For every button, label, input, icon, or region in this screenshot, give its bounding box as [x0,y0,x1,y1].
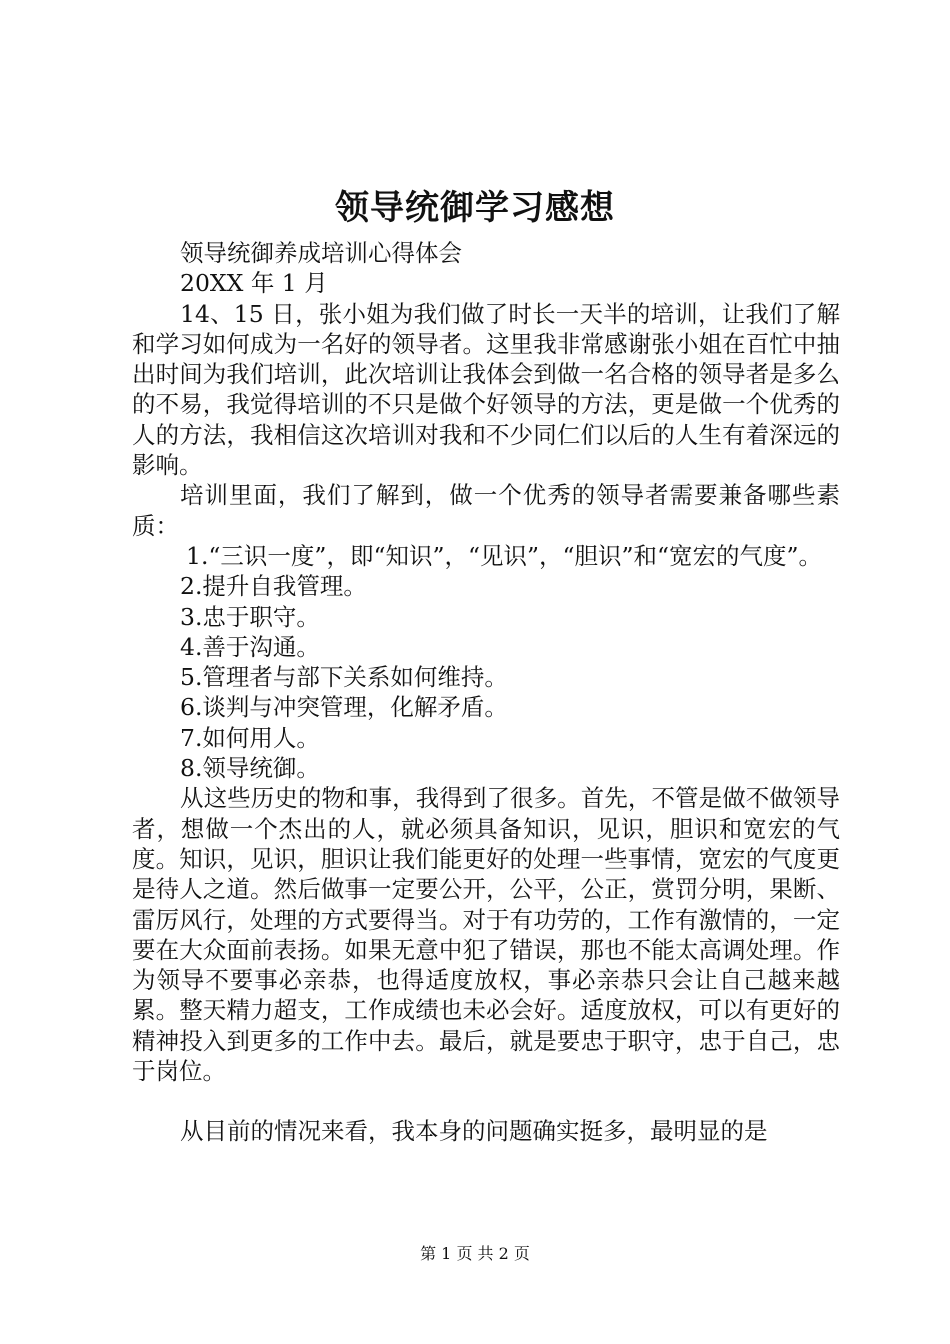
page-footer: 第 1 页 共 2 页 [420,1244,530,1263]
paragraph-gap [132,1086,840,1116]
list-item-3: 3.忠于职守。 [180,602,320,631]
paragraph-4: 从目前的情况来看，我本身的问题确实挺多，最明显的是 [180,1117,768,1146]
document-subtitle: 领导统御养成培训心得体会 [180,239,462,267]
document-title: 领导统御学习感想 [335,188,615,228]
paragraph-1: 14、15 日，张小姐为我们做了时长一天半的培训，让我们了解和学习如何成为一名好的领导者。这里我非常感谢张小姐在百忙中抽出时间为我们培训，此次培训让我体会到做一名合格的领导者是多么的不易，我觉得培训的不只是做个好领导的方法，更是做一个优秀的人的方法，我相信这次培训对我和不少同仁们以后的人生有着深远的影响。 [132,299,840,480]
list-item-1: 1.“三识一度”，即“知识”，“见识”，“胆识”和“宽宏的气度”。 [186,541,823,570]
document-date: 20XX 年 1 月 [180,269,328,298]
list-item-2: 2.提升自我管理。 [180,572,367,601]
list-item-6: 6.谈判与冲突管理，化解矛盾。 [180,693,508,722]
list-item-4: 4.善于沟通。 [180,632,320,661]
list-item-7: 7.如何用人。 [180,723,320,752]
paragraph-2: 培训里面，我们了解到，做一个优秀的领导者需要兼备哪些素质： [132,481,840,540]
list-item-5: 5.管理者与部下关系如何维持。 [180,663,508,692]
list-item-8: 8.领导统御。 [180,754,320,783]
document-body [132,238,840,1147]
paragraph-3: 从这些历史的物和事，我得到了很多。首先，不管是做不做领导者，想做一个杰出的人，就必须具备知识，见识，胆识和宽宏的气度。知识，见识，胆识让我们能更好的处理一些事情，宽宏的气度更是待人之道。然后做事一定要公开，公平，公正，赏罚分明，果断、雷厉风行，处理的方式要得当。对于有功劳的，工作有激情的，一定要在大众面前表扬。如果无意中犯了错误，那也不能太高调处理。作为领导不要事必亲恭，也得适度放权，事必亲恭只会让自己越来越累。整天精力超支，工作成绩也未必会好。适度放权，可以有更好的精神投入到更多的工作中去。最后，就是要忠于职守，忠于自己，忠于岗位。 [132,784,840,1086]
